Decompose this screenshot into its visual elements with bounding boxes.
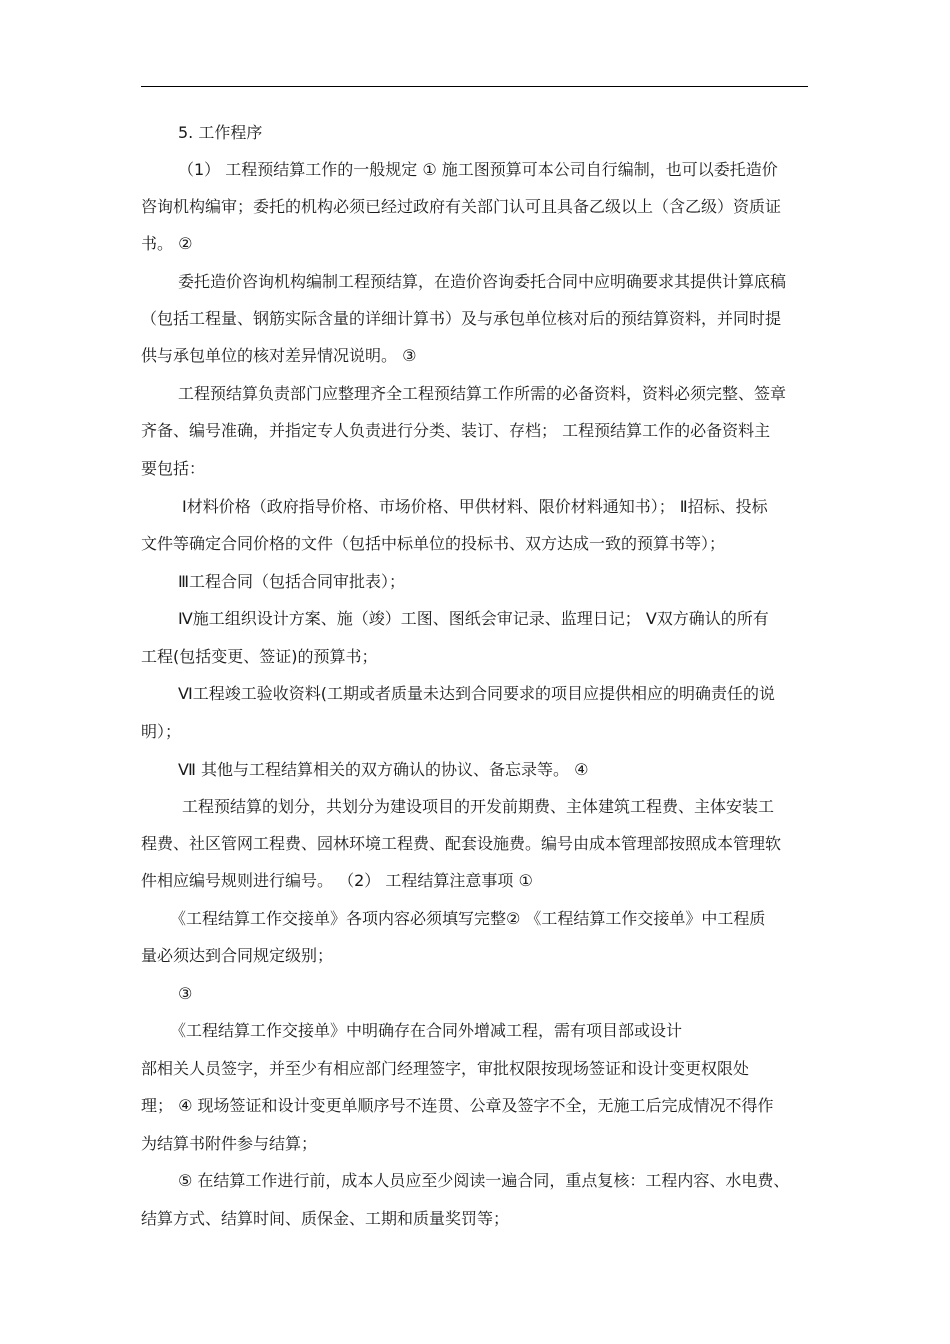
paragraph-line: 理； ④ 现场签证和设计变更单顺序号不连贯、公章及签字不全，无施工后完成情况不得作	[141, 1096, 774, 1115]
list-item-line: Ⅳ施工组织设计方案、施（竣）工图、图纸会审记录、监理日记； Ⅴ双方确认的所有	[178, 609, 769, 628]
paragraph-line: 咨询机构编审；委托的机构必须已经过政府有关部门认可且具备乙级以上（含乙级）资质证	[141, 197, 782, 216]
paragraph-line: 委托造价咨询机构编制工程预结算，在造价咨询委托合同中应明确要求其提供计算底稿	[178, 272, 787, 291]
list-item-line: Ⅲ工程合同（包括合同审批表）；	[178, 572, 406, 591]
paragraph-line: 齐备、编号准确，并指定专人负责进行分类、装订、存档； 工程预结算工作的必备资料主	[141, 421, 771, 440]
section-heading: 5. 工作程序	[178, 123, 263, 142]
paragraph-line: 供与承包单位的核对差异情况说明。 ③	[141, 346, 417, 365]
paragraph-line: 件相应编号规则进行编号。 （2） 工程结算注意事项 ①	[141, 871, 533, 890]
paragraph-line: 程费、社区管网工程费、园林环境工程费、配套设施费。编号由成本管理部按照成本管理软	[141, 834, 782, 853]
paragraph-line: 量必须达到合同规定级别；	[141, 946, 334, 965]
list-item-line: 工程(包括变更、签证)的预算书；	[141, 647, 378, 666]
paragraph-line: （包括工程量、钢筋实际含量的详细计算书）及与承包单位核对后的预结算资料，并同时提	[141, 309, 782, 328]
paragraph-line: （1） 工程预结算工作的一般规定 ① 施工图预算可本公司自行编制，也可以委托造价	[178, 160, 778, 179]
header-rule	[141, 86, 808, 87]
list-item-line: Ⅰ材料价格（政府指导价格、市场价格、甲供材料、限价材料通知书）； Ⅱ招标、投标	[182, 497, 768, 516]
list-item-line: 明）；	[141, 722, 182, 741]
paragraph-line: ⑤ 在结算工作进行前，成本人员应至少阅读一遍合同，重点复核：工程内容、水电费、	[178, 1171, 790, 1190]
list-item-line: 文件等确定合同价格的文件（包括中标单位的投标书、双方达成一致的预算书等）；	[141, 534, 726, 553]
paragraph-line: 工程预结算的划分，共划分为建设项目的开发前期费、主体建筑工程费、主体安装工	[182, 797, 775, 816]
paragraph-line: 工程预结算负责部门应整理齐全工程预结算工作所需的必备资料，资料必须完整、签章	[178, 384, 787, 403]
paragraph-line: 部相关人员签字，并至少有相应部门经理签字，审批权限按现场签证和设计变更权限处	[141, 1059, 750, 1078]
paragraph-line: 《工程结算工作交接单》各项内容必须填写完整② 《工程结算工作交接单》中工程质	[170, 909, 766, 928]
paragraph-line: 书。 ②	[141, 234, 193, 253]
list-item-line: Ⅵ工程竣工验收资料(工期或者质量未达到合同要求的项目应提供相应的明确责任的说	[178, 684, 776, 703]
paragraph-line: 结算方式、结算时间、质保金、工期和质量奖罚等；	[141, 1209, 510, 1228]
paragraph-line: 要包括：	[141, 459, 206, 478]
paragraph-line: ③	[178, 984, 193, 1003]
list-item-line: Ⅶ 其他与工程结算相关的双方确认的协议、备忘录等。 ④	[178, 760, 589, 779]
paragraph-line: 为结算书附件参与结算；	[141, 1134, 318, 1153]
paragraph-line: 《工程结算工作交接单》中明确存在合同外增减工程，需有项目部或设计	[170, 1021, 683, 1040]
